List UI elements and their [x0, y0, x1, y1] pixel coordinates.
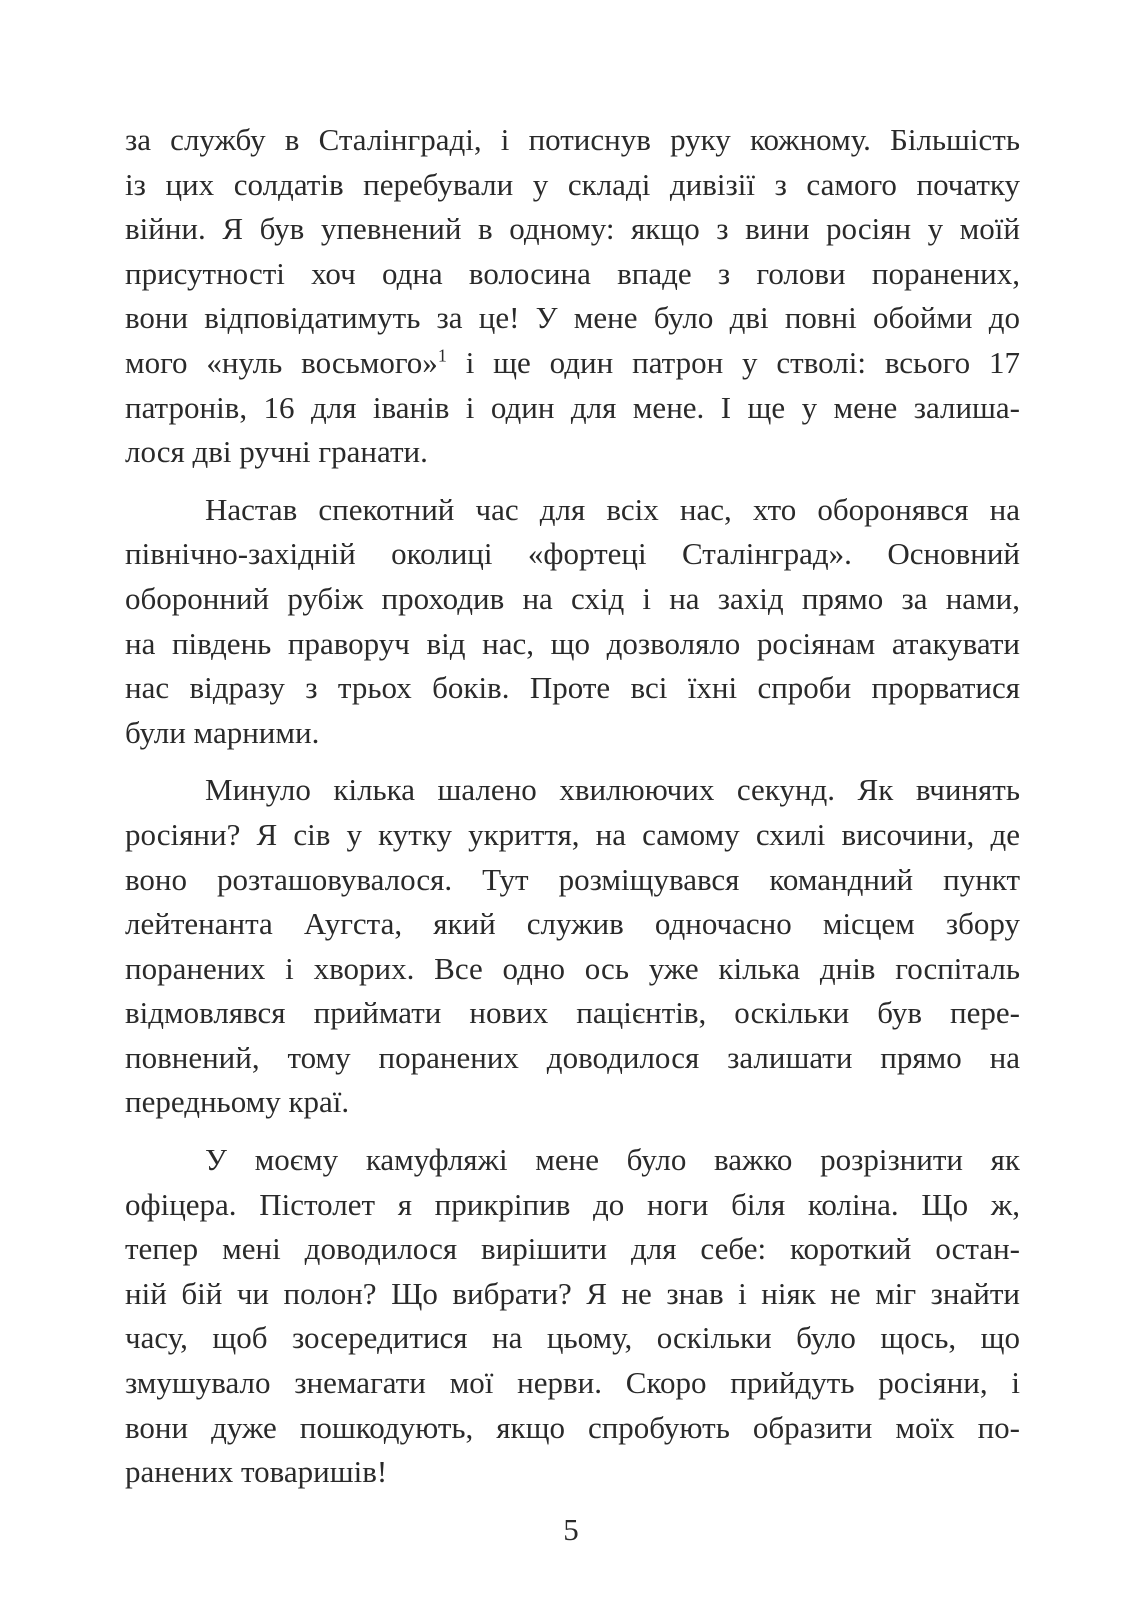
text-line: війни. Я був упевнений в одному: якщо з вини росіян у моїй	[125, 211, 1020, 247]
text-line: змушувало знемагати мої нерви. Скоро прийдуть росіяни, і	[125, 1365, 1020, 1401]
paragraph-3	[125, 768, 1020, 1125]
text-line: офіцера. Пістолет я прикріпив до ноги біля коліна. Що ж,	[125, 1186, 1020, 1222]
text-line: У моєму камуфляжі мене було важко розрізнити як	[205, 1142, 1020, 1178]
text-line: воно розташовувалося. Тут розміщувався командний пункт	[125, 861, 1020, 897]
page-body	[125, 118, 1020, 1508]
text-line: передньому краї.	[125, 1084, 350, 1120]
text-line: Настав спекотний час для всіх нас, хто оборонявся на	[205, 491, 1020, 527]
text-line: ранених товаришів!	[125, 1454, 388, 1490]
text-line: ній бій чи полон? Що вибрати? Я не знав і ніяк не міг знайти	[125, 1275, 1020, 1311]
text-line: були марними.	[125, 714, 320, 750]
text-line: часу, щоб зосередитися на цьому, оскільки було щось, що	[125, 1320, 1020, 1356]
text-line: Минуло кілька шалено хвилюючих секунд. Як вчинять	[205, 772, 1020, 808]
footnote-line-start: мого «нуль восьмого»	[125, 344, 438, 380]
text-line: вони відповідатимуть за це! У мене було дві повні обойми до	[125, 300, 1020, 336]
text-line: на південь праворуч від нас, що дозволяло росіянам атакувати	[125, 625, 1020, 661]
page-number: 5	[563, 1512, 579, 1547]
text-line: повнений, тому поранених доводилося залишати прямо на	[125, 1039, 1020, 1075]
paragraph-4	[125, 1138, 1020, 1495]
text-line: вони дуже пошкодують, якщо спробують образити моїх по-	[125, 1409, 1020, 1445]
text-line: за службу в Сталінграді, і потиснув руку кожному. Більшість	[125, 122, 1020, 157]
text-line-with-footnote	[125, 341, 1020, 386]
paragraph-2	[125, 488, 1020, 756]
paragraph-1	[125, 118, 1020, 475]
footnote-marker: 1	[437, 345, 447, 366]
text-line: патронів, 16 для іванів і один для мене. І ще у мене залиша-	[125, 389, 1020, 425]
text-line: оборонний рубіж проходив на схід і на захід прямо за нами,	[125, 580, 1020, 616]
footnote-line-end: і ще один патрон у стволі: всього 17	[446, 344, 1020, 380]
text-line: лося дві ручні гранати.	[125, 434, 428, 470]
text-line: відмовлявся приймати нових пацієнтів, оскільки був пере-	[125, 995, 1020, 1031]
text-line: присутності хоч одна волосина впаде з голови поранених,	[125, 255, 1020, 291]
text-line: нас відразу з трьох боків. Проте всі їхні спроби прорватися	[125, 670, 1020, 706]
text-line: тепер мені доводилося вирішити для себе: короткий остан-	[125, 1231, 1020, 1267]
text-line: північно-західній околиці «фортеці Сталінград». Основний	[125, 536, 1020, 572]
text-line: росіяни? Я сів у кутку укриття, на самому схилі височини, де	[125, 816, 1020, 852]
text-line: лейтенанта Аугста, який служив одночасно місцем збору	[125, 906, 1020, 942]
text-line: із цих солдатів перебували у складі дивізії з самого початку	[125, 166, 1020, 202]
text-line: поранених і хворих. Все одно ось уже кілька днів госпіталь	[125, 950, 1020, 986]
